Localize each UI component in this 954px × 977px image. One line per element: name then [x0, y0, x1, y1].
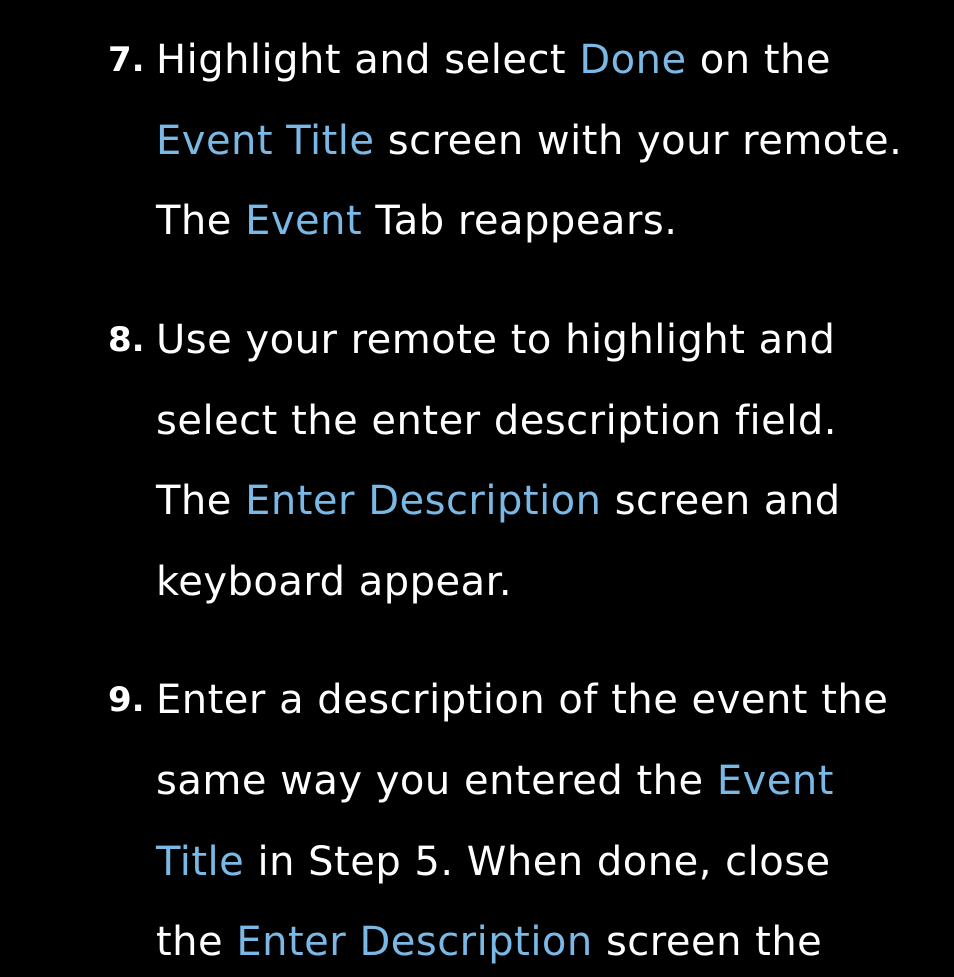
text-segment: Tab reappears. [362, 198, 678, 244]
text-segment: select the enter description field. [156, 398, 837, 444]
highlight-term-title: Title [156, 839, 245, 885]
step-line [156, 397, 837, 445]
text-segment: The [156, 198, 246, 244]
step-line [156, 316, 835, 364]
text-segment: same way you entered the [156, 758, 717, 804]
text-segment: on the [686, 37, 831, 83]
step-number: 9. [108, 680, 145, 720]
highlight-term-done: Done [579, 37, 687, 83]
step-line [156, 197, 677, 245]
highlight-term-event: Event [716, 758, 834, 804]
step-line [156, 757, 834, 805]
step-line [156, 117, 902, 165]
step-line [156, 918, 822, 966]
step-number: 7. [108, 40, 145, 80]
step-line [156, 676, 888, 724]
text-segment: Highlight and select [156, 37, 580, 83]
step-number: 8. [108, 320, 145, 360]
step-line [156, 838, 831, 886]
highlight-term-enter-description: Enter Description [236, 919, 593, 965]
text-segment: Use your remote to highlight and [156, 317, 836, 363]
text-segment: Enter a description of the event the [156, 677, 889, 723]
highlight-term-event: Event [245, 198, 363, 244]
text-segment: screen and [601, 478, 841, 524]
highlight-term-enter-description: Enter Description [245, 478, 602, 524]
text-segment: the [156, 919, 237, 965]
text-segment: screen with your remote. [374, 118, 903, 164]
text-segment: screen the [592, 919, 823, 965]
text-segment: in Step 5. When done, close [244, 839, 831, 885]
step-line [156, 558, 512, 606]
step-line [156, 36, 831, 84]
step-line [156, 477, 841, 525]
text-segment: The [156, 478, 246, 524]
text-segment: keyboard appear. [156, 559, 513, 605]
highlight-term-event-title: Event Title [156, 118, 375, 164]
